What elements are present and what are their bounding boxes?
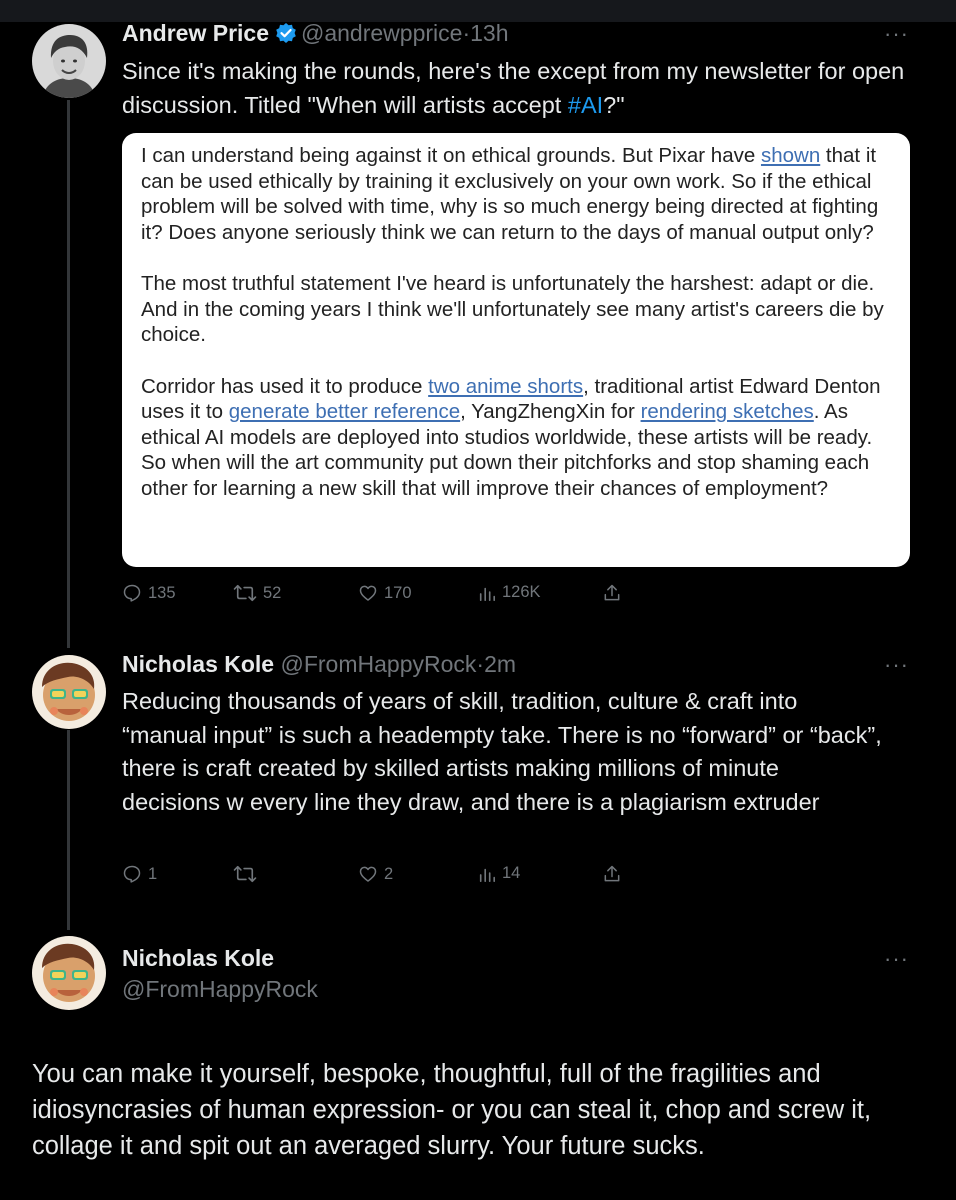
reply-count: 135	[148, 583, 176, 602]
more-options-icon[interactable]: ···	[884, 652, 909, 677]
more-options-icon[interactable]: ···	[884, 946, 909, 971]
views-button[interactable]	[478, 583, 541, 602]
timestamp[interactable]: 13h	[470, 20, 509, 46]
share-button[interactable]	[602, 864, 622, 884]
views-button[interactable]	[478, 864, 520, 883]
timestamp[interactable]: 2m	[484, 651, 517, 677]
reply-button[interactable]	[122, 583, 176, 603]
tweet-text: Reducing thousands of years of skill, tradition, culture & craft into “manual input” is such a headempty take. There is no “forward” or “back”, there is craft created by skilled artists making millions of minute decisions w every line they draw, and there is a plagiarism extruder	[122, 688, 882, 815]
excerpt-paragraph: The most truthful statement I've heard is unfortunately the harshest: adapt or die. And in the coming years I think we'll unfortunately see many artist's careers die by choice.	[141, 272, 884, 346]
profile-illustration-image	[32, 936, 106, 1010]
retweet-button[interactable]	[233, 583, 281, 603]
reply-button[interactable]	[122, 864, 157, 884]
heart-icon	[358, 583, 378, 603]
thread-line	[67, 100, 70, 648]
avatar-nicholas-kole[interactable]	[32, 655, 106, 729]
retweet-count: 52	[263, 583, 282, 602]
tweet-actions	[122, 583, 642, 609]
like-button[interactable]	[358, 583, 412, 603]
profile-illustration-image	[32, 655, 106, 729]
tweet-header	[122, 20, 508, 50]
verified-badge-icon	[275, 22, 297, 50]
hashtag-link[interactable]: #AI	[567, 91, 604, 118]
avatar-andrew-price[interactable]	[32, 24, 106, 98]
share-icon	[602, 864, 622, 884]
separator-dot: ·	[462, 20, 471, 46]
reply-icon	[122, 583, 142, 603]
like-button[interactable]	[358, 864, 393, 884]
excerpt-paragraph: I can understand being against it on ethical grounds. But Pixar have shown that it can be used ethically by training it exclusively on your own work. So if the ethical problem will be solved with time, why is so much energy being directed at fighting it? Does anyone seriously think we can return to the days of manual output only?	[141, 144, 879, 244]
like-count: 2	[384, 864, 394, 883]
user-handle[interactable]: @andrewpprice	[301, 20, 463, 46]
link-shown[interactable]: shown	[760, 144, 821, 167]
display-name[interactable]: Nicholas Kole	[122, 945, 275, 971]
tweet-header	[122, 651, 516, 678]
retweet-icon	[233, 583, 257, 603]
link-rendering-sketches[interactable]: rendering sketches	[640, 400, 814, 423]
profile-photo-image	[32, 24, 106, 98]
excerpt-paragraph: Corridor has used it to produce two anime shorts, traditional artist Edward Denton uses it to generate better reference, YangZhengXin for rendering sketches. As ethical AI models are deployed into studios worldwide, these artists will be ready. So when will the art community put down their pitchforks and stop shaming each other for learning a new skill that will improve their chances of employment?	[141, 374, 881, 500]
user-handle[interactable]: @FromHappyRock	[280, 651, 477, 677]
avatar-nicholas-kole[interactable]	[32, 936, 106, 1010]
focused-tweet-text: You can make it yourself, bespoke, thoughtful, full of the fragilities and idiosyncrasies of human expression- or you can steal it, chop and screw it, collage it and spit out an averaged slurry. Your future sucks.	[32, 1060, 872, 1160]
separator-dot: ·	[476, 651, 485, 677]
newsletter-excerpt-image[interactable]	[122, 133, 910, 567]
view-count: 126K	[502, 583, 541, 601]
user-handle[interactable]: @FromHappyRock	[122, 976, 318, 1002]
views-icon	[478, 865, 496, 883]
share-icon	[602, 583, 622, 603]
display-name[interactable]: Nicholas Kole	[122, 651, 275, 677]
reply-count: 1	[148, 864, 158, 883]
retweet-button[interactable]	[233, 864, 263, 884]
heart-icon	[358, 864, 378, 884]
view-count: 14	[502, 864, 521, 882]
like-count: 170	[384, 583, 412, 602]
tweet-actions	[122, 864, 642, 890]
tweet-text: Since it's making the rounds, here's the except from my newsletter for open discussion. Titled "When will artists accept #AI?"	[122, 58, 905, 118]
top-bar	[0, 0, 956, 22]
display-name[interactable]: Andrew Price	[122, 20, 269, 46]
more-options-icon[interactable]: ···	[884, 21, 909, 46]
link-generate-better-reference[interactable]: generate better reference	[228, 400, 461, 423]
reply-icon	[122, 864, 142, 884]
share-button[interactable]	[602, 583, 622, 603]
thread-line	[67, 730, 70, 930]
retweet-icon	[233, 864, 257, 884]
views-icon	[478, 584, 496, 602]
link-two-anime-shorts[interactable]: two anime shorts	[428, 374, 584, 398]
